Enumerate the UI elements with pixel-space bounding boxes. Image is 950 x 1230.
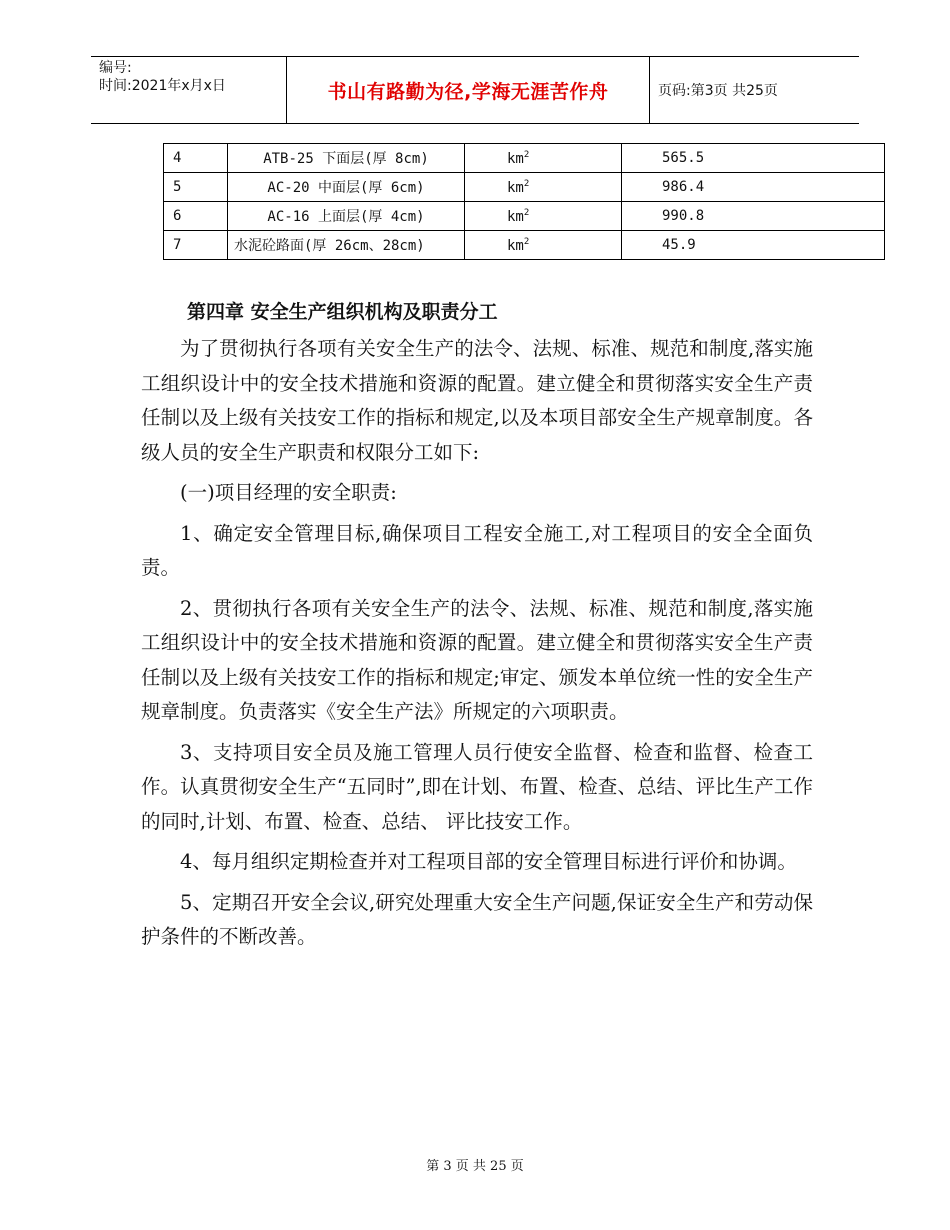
- section-title: (一)项目经理的安全职责:: [180, 481, 397, 504]
- table-row: [164, 202, 885, 231]
- row-item: AC-20 中面层(厚 6cm): [228, 173, 465, 202]
- row-quantity: 45.9: [622, 231, 885, 260]
- list-item: 4、每月组织定期检查并对工程项目部的安全管理目标进行评价和协调。: [180, 850, 797, 873]
- row-unit: $km^2$: [465, 231, 622, 260]
- row-item: ATB-25 下面层(厚 8cm): [228, 144, 465, 173]
- quantity-table: [163, 143, 885, 260]
- list-item: 5、定期召开安全会议,研究处理重大安全生产问题,保证安全生产和劳动保护条件的不断改善。: [141, 890, 813, 948]
- header-motto: 书山有路勤为径,学海无涯苦作舟: [286, 57, 650, 123]
- row-unit: $km^2$: [465, 173, 622, 202]
- row-item: 水泥砼路面(厚 26cm、28cm): [228, 231, 465, 260]
- row-quantity: 990.8: [622, 202, 885, 231]
- table-row: [164, 144, 885, 173]
- row-number: 4: [164, 144, 228, 173]
- page-header: [91, 56, 859, 124]
- document-time: 时间:2021年x月x日: [99, 78, 226, 94]
- table-row: [164, 231, 885, 260]
- header-page-info: 页码:第3页 共25页: [658, 83, 778, 99]
- row-unit: $km^2$: [465, 202, 622, 231]
- document-number-label: 编号:: [99, 60, 132, 76]
- row-number: 7: [164, 231, 228, 260]
- row-item: AC-16 上面层(厚 4cm): [228, 202, 465, 231]
- row-number: 6: [164, 202, 228, 231]
- row-quantity: 565.5: [622, 144, 885, 173]
- chapter-title: 第四章 安全生产组织机构及职责分工: [187, 301, 498, 323]
- header-meta: [99, 59, 226, 95]
- row-quantity: 986.4: [622, 173, 885, 202]
- row-unit: $km^2$: [465, 144, 622, 173]
- table-row: [164, 173, 885, 202]
- page-footer: 第 3 页 共 25 页: [426, 1159, 524, 1174]
- intro-paragraph: 为了贯彻执行各项有关安全生产的法令、法规、标准、规范和制度,落实施工组织设计中的安全技术措施和资源的配置。建立健全和贯彻落实安全生产责任制以及上级有关技安工作的指标和规定,以及本项目部安全生产规章制度。各级人员的安全生产职责和权限分工如下:: [141, 337, 813, 464]
- list-item: 3、支持项目安全员及施工管理人员行使安全监督、检查和监督、检查工作。认真贯彻安全生产“五同时”,即在计划、布置、检查、总结、评比生产工作的同时,计划、布置、检查、总结、 评比技安工作。: [141, 740, 813, 833]
- list-item: 2、贯彻执行各项有关安全生产的法令、法规、标准、规范和制度,落实施工组织设计中的安全技术措施和资源的配置。建立健全和贯彻落实安全生产责任制以及上级有关技安工作的指标和规定;审定、颁发本单位统一性的安全生产规章制度。负责落实《安全生产法》所规定的六项职责。: [141, 596, 813, 723]
- list-item: 1、确定安全管理目标,确保项目工程安全施工,对工程项目的安全全面负责。: [141, 521, 813, 579]
- body-text: [141, 332, 813, 955]
- row-number: 5: [164, 173, 228, 202]
